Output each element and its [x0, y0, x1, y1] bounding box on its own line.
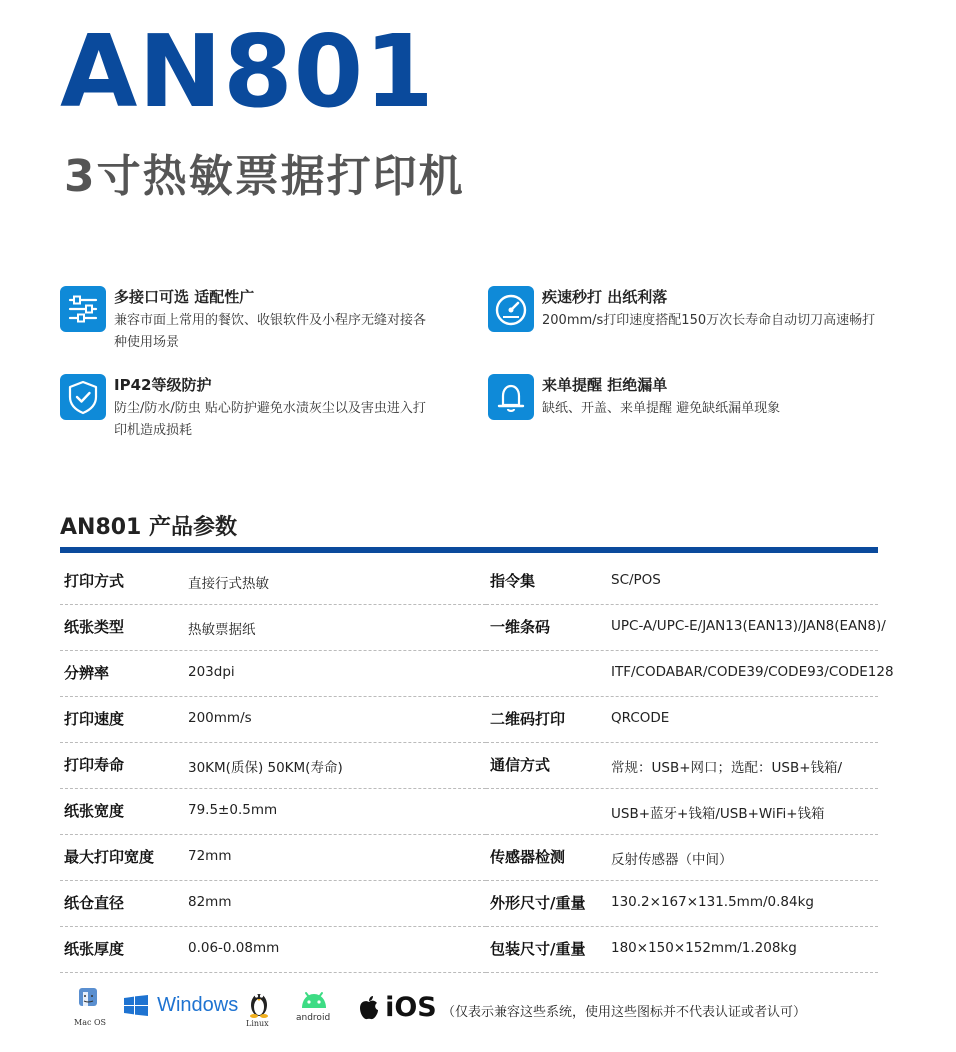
param-label: 指令集 [490, 572, 536, 590]
param-value: 82mm [188, 894, 232, 910]
feature-title: IP42等级防护 [114, 376, 212, 394]
param-label: 包装尺寸/重量 [490, 940, 586, 958]
android-logo [296, 988, 332, 1023]
params-divider [60, 547, 878, 553]
param-label: 打印速度 [64, 710, 125, 728]
speedometer-icon [488, 286, 534, 332]
param-value: 30KM(质保) 50KM(寿命) [188, 760, 343, 776]
ios-logo [358, 992, 437, 1023]
param-label: 一维条码 [490, 618, 551, 636]
model-name: AN801 [60, 13, 435, 130]
param-row [60, 880, 486, 927]
param-value: UPC-A/UPC-E/JAN13(EAN13)/JAN8(EAN8)/ [611, 618, 886, 634]
param-value: ITF/CODABAR/CODE39/CODE93/CODE128 [611, 664, 894, 680]
param-value: SC/POS [611, 572, 661, 588]
sliders-icon [60, 286, 106, 332]
param-label: 纸仓直径 [64, 894, 125, 912]
feature-desc: 防尘/防水/防虫 贴心防护避免水渍灰尘以及害虫进入打印机造成损耗 [114, 401, 426, 438]
param-row [60, 926, 486, 973]
param-value: 热敏票据纸 [188, 622, 256, 638]
compatibility-note: （仅表示兼容这些系统，使用这些图标并不代表认证或者认可） [442, 1005, 807, 1020]
windows-label: Windows [157, 994, 239, 1016]
windows-logo [124, 994, 238, 1017]
param-row [486, 742, 878, 789]
feature-alerts [488, 374, 908, 444]
param-row [486, 788, 878, 835]
param-value: 72mm [188, 848, 232, 864]
param-label: 打印寿命 [64, 756, 125, 774]
feature-title: 多接口可选 适配性广 [114, 288, 255, 306]
param-row [486, 834, 878, 881]
feature-title: 疾速秒打 出纸利落 [542, 288, 668, 306]
feature-desc: 缺纸、开盖、来单提醒 避免缺纸漏单现象 [542, 401, 781, 416]
param-row [486, 696, 878, 743]
param-value: USB+蓝牙+钱箱/USB+WiFi+钱箱 [611, 806, 825, 822]
param-label: 外形尺寸/重量 [490, 894, 586, 912]
param-value: 反射传感器（中间） [611, 852, 733, 868]
param-value: 200mm/s [188, 710, 252, 726]
param-row [486, 558, 878, 605]
param-row [60, 788, 486, 835]
macos-logo [74, 986, 106, 1027]
feature-speed [488, 286, 908, 356]
param-value: 130.2×167×131.5mm/0.84kg [611, 894, 814, 910]
product-subtitle: 3寸热敏票据打印机 [64, 151, 465, 202]
param-row [60, 742, 486, 789]
param-label: 传感器检测 [490, 848, 566, 866]
param-row [60, 834, 486, 881]
param-row [486, 880, 878, 927]
param-value: 0.06-0.08mm [188, 940, 280, 956]
feature-desc: 200mm/s打印速度搭配150万次长寿命自动切刀高速畅打 [542, 313, 876, 328]
param-value: 180×150×152mm/1.208kg [611, 940, 797, 956]
linux-label: Linux [246, 1019, 269, 1028]
params-title: AN801 产品参数 [60, 515, 238, 540]
param-row [486, 650, 894, 697]
param-label: 纸张宽度 [64, 802, 125, 820]
param-label: 通信方式 [490, 756, 551, 774]
feature-desc: 兼容市面上常用的餐饮、收银软件及小程序无缝对接各种使用场景 [114, 313, 427, 350]
param-value: 79.5±0.5mm [188, 802, 278, 818]
android-label: android [296, 1013, 331, 1023]
param-label: 纸张类型 [64, 618, 125, 636]
param-value: 203dpi [188, 664, 235, 680]
param-row [486, 926, 878, 973]
param-value: 常规：USB+网口；选配：USB+钱箱/ [611, 760, 843, 776]
ios-label: iOS [385, 992, 437, 1023]
param-value: 直接行式热敏 [188, 576, 269, 592]
param-row [486, 604, 886, 651]
feature-interfaces [60, 286, 480, 356]
param-row [60, 558, 486, 605]
shield-check-icon [60, 374, 106, 420]
param-label: 打印方式 [64, 572, 125, 590]
linux-logo [246, 988, 272, 1028]
param-row [60, 650, 486, 697]
param-row [60, 696, 486, 743]
param-row [60, 604, 486, 651]
param-label: 分辨率 [64, 664, 110, 682]
param-value: QRCODE [611, 710, 670, 726]
feature-protection [60, 374, 480, 444]
param-label: 最大打印宽度 [64, 848, 155, 866]
bell-icon [488, 374, 534, 420]
param-label: 二维码打印 [490, 710, 566, 728]
feature-title: 来单提醒 拒绝漏单 [542, 376, 668, 394]
macos-label: Mac OS [74, 1018, 107, 1027]
param-label: 纸张厚度 [64, 940, 125, 958]
